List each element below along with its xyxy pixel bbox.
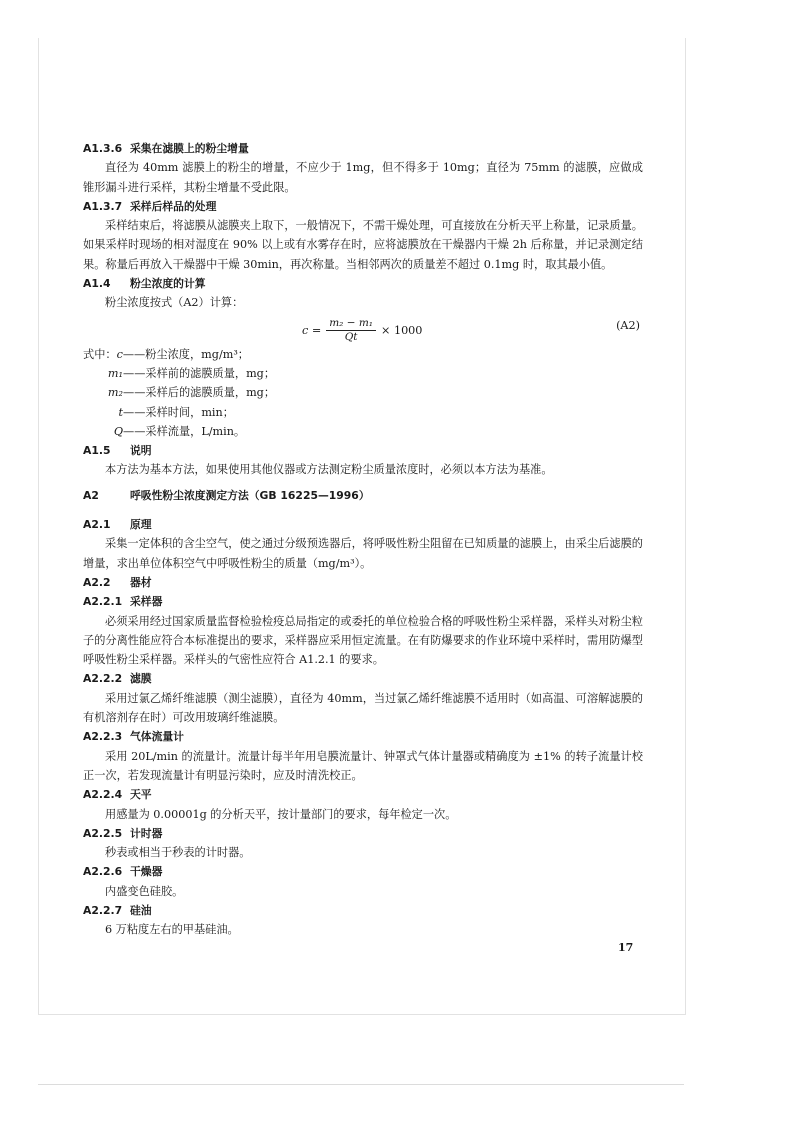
section-number: A1.3.7 — [83, 199, 123, 213]
section-number: A2.2 — [83, 575, 111, 589]
paragraph: 采集一定体积的含尘空气，使之通过分级预选器后，将呼吸性粉尘阻留在已知质量的滤膜上，由采尘后滤膜的增量，求出单位体积空气中呼吸性粉尘的质量（mg/m³）。 — [83, 537, 643, 570]
formula-a2 — [83, 313, 643, 345]
paragraph: 秒表或相当于秒表的计时器。 — [105, 846, 251, 860]
variable-definition — [83, 383, 643, 402]
variable-definition — [83, 422, 643, 441]
section-number: A1.5 — [83, 444, 111, 458]
variable-definition — [83, 345, 643, 364]
section-number: A2.2.5 — [83, 826, 123, 840]
section-heading — [83, 573, 643, 592]
variable-symbol: c — [116, 347, 123, 361]
section-heading — [83, 669, 643, 688]
section-heading — [83, 515, 643, 534]
section-heading — [83, 274, 643, 293]
section-heading — [83, 197, 643, 216]
paragraph: 采用 20L/min 的流量计。流量计每半年用皂膜流量计、钟罩式气体计量器或精确度为 ±1% 的转子流量计校正一次，若发现流量计有明显污染时，应及时清洗校正。 — [83, 749, 643, 782]
section-title: 说明 — [130, 444, 152, 458]
section-number: A1.4 — [83, 277, 111, 291]
section-number: A2.2.6 — [83, 865, 123, 879]
variable-symbol: Q — [113, 424, 123, 438]
section-heading — [83, 441, 643, 460]
section-title: 采样后样品的处理 — [130, 199, 217, 213]
section-title: 计时器 — [130, 826, 163, 840]
section-title: 呼吸性粉尘浓度测定方法（GB 16225—1996） — [130, 488, 370, 502]
page-number: 17 — [618, 941, 634, 954]
section-title: 粉尘浓度的计算 — [130, 277, 206, 291]
major-section-heading — [83, 486, 643, 505]
variable-prefix: 式中： — [83, 347, 117, 361]
formula-expression — [302, 317, 422, 344]
section-heading — [83, 862, 643, 881]
variable-symbol: m₁ — [107, 366, 123, 380]
section-number: A2.2.2 — [83, 672, 123, 686]
formula-fraction — [326, 317, 376, 344]
formula-denominator: Qt — [344, 330, 358, 343]
variable-description: ——采样后的滤膜质量，mg； — [123, 386, 276, 400]
paragraph: 6 万粘度左右的甲基硅油。 — [105, 923, 239, 937]
formula-multiplier: × 1000 — [381, 323, 423, 337]
bottom-divider — [38, 1084, 684, 1085]
paragraph: 用感量为 0.00001g 的分析天平，按计量部门的要求，每年检定一次。 — [105, 807, 457, 821]
paragraph: 内盛变色硅胶。 — [105, 884, 184, 898]
variable-definition — [83, 403, 643, 422]
variable-definition — [83, 364, 643, 383]
variable-description: ——采样流量，L/min。 — [123, 424, 246, 438]
section-title: 采集在滤膜上的粉尘增量 — [130, 142, 249, 155]
section-number: A2.1 — [83, 518, 111, 532]
paragraph: 直径为 40mm 滤膜上的粉尘的增量，不应少于 1mg，但不得多于 10mg；直径为 75mm 的滤膜，应做成锥形漏斗进行采样，其粉尘增量不受此限。 — [83, 161, 643, 194]
formula-numerator: m₂ − m₁ — [326, 317, 376, 331]
section-heading — [83, 592, 643, 611]
variable-description: ——采样前的滤膜质量，mg； — [123, 366, 276, 380]
section-title: 气体流量计 — [130, 730, 184, 744]
section-heading — [83, 785, 643, 804]
paragraph: 必须采用经过国家质量监督检验检疫总局指定的或委托的单位检验合格的呼吸性粉尘采样器，采样头对粉尘粒子的分离性能应符合本标准提出的要求，采样器应采用恒定流量。在有防爆要求的作业环境中采样时，需用防爆型呼吸性粉尘采样器。采样头的气密性应符合 A1.2.1 的要求。 — [83, 614, 643, 667]
section-title: 天平 — [130, 788, 152, 802]
section-number: A2.2.7 — [83, 903, 123, 917]
variable-symbol: m₂ — [107, 386, 123, 400]
section-number: A2.2.3 — [83, 730, 123, 744]
formula-lhs: c = — [302, 323, 322, 337]
variable-description: ——采样时间，min； — [123, 405, 234, 419]
section-number: A2 — [83, 488, 99, 502]
section-title: 采样器 — [130, 595, 163, 609]
paragraph: 粉尘浓度按式（A2）计算： — [105, 296, 244, 310]
section-title: 滤膜 — [130, 672, 152, 686]
paragraph: 本方法为基本方法，如果使用其他仪器或方法测定粉尘质量浓度时，必须以本方法为基准。 — [105, 463, 553, 477]
section-heading — [83, 727, 643, 746]
paragraph: 采用过氯乙烯纤维滤膜（测尘滤膜），直径为 40mm，当过氯乙烯纤维滤膜不适用时（如高温、可溶解滤膜的有机溶剂存在时）可改用玻璃纤维滤膜。 — [83, 691, 643, 725]
section-number: A2.2.1 — [83, 595, 123, 609]
formula-tag: (A2) — [616, 318, 640, 332]
variable-symbol: t — [118, 405, 123, 419]
section-heading — [83, 824, 643, 843]
document-body — [83, 139, 643, 940]
section-heading — [83, 139, 643, 158]
section-number: A2.2.4 — [83, 788, 123, 802]
section-number: A1.3.6 — [83, 142, 123, 155]
section-title: 原理 — [130, 518, 152, 532]
section-title: 干燥器 — [130, 865, 163, 879]
section-title: 器材 — [130, 575, 152, 589]
variable-description: ——粉尘浓度，mg/m³； — [122, 347, 249, 361]
section-title: 硅油 — [130, 903, 152, 917]
section-heading — [83, 901, 643, 920]
paragraph: 采样结束后，将滤膜从滤膜夹上取下，一般情况下，不需干燥处理，可直接放在分析天平上称量，记录质量。如果采样时现场的相对湿度在 90% 以上或有水雾存在时，应将滤膜放在干燥器内干燥 2h 后称量，并记录测定结果。称量后再放入干燥器中干燥 30min，再次称量。当相邻两次的质量差不超过 0.1mg 时，取其最小值。 — [83, 219, 643, 271]
